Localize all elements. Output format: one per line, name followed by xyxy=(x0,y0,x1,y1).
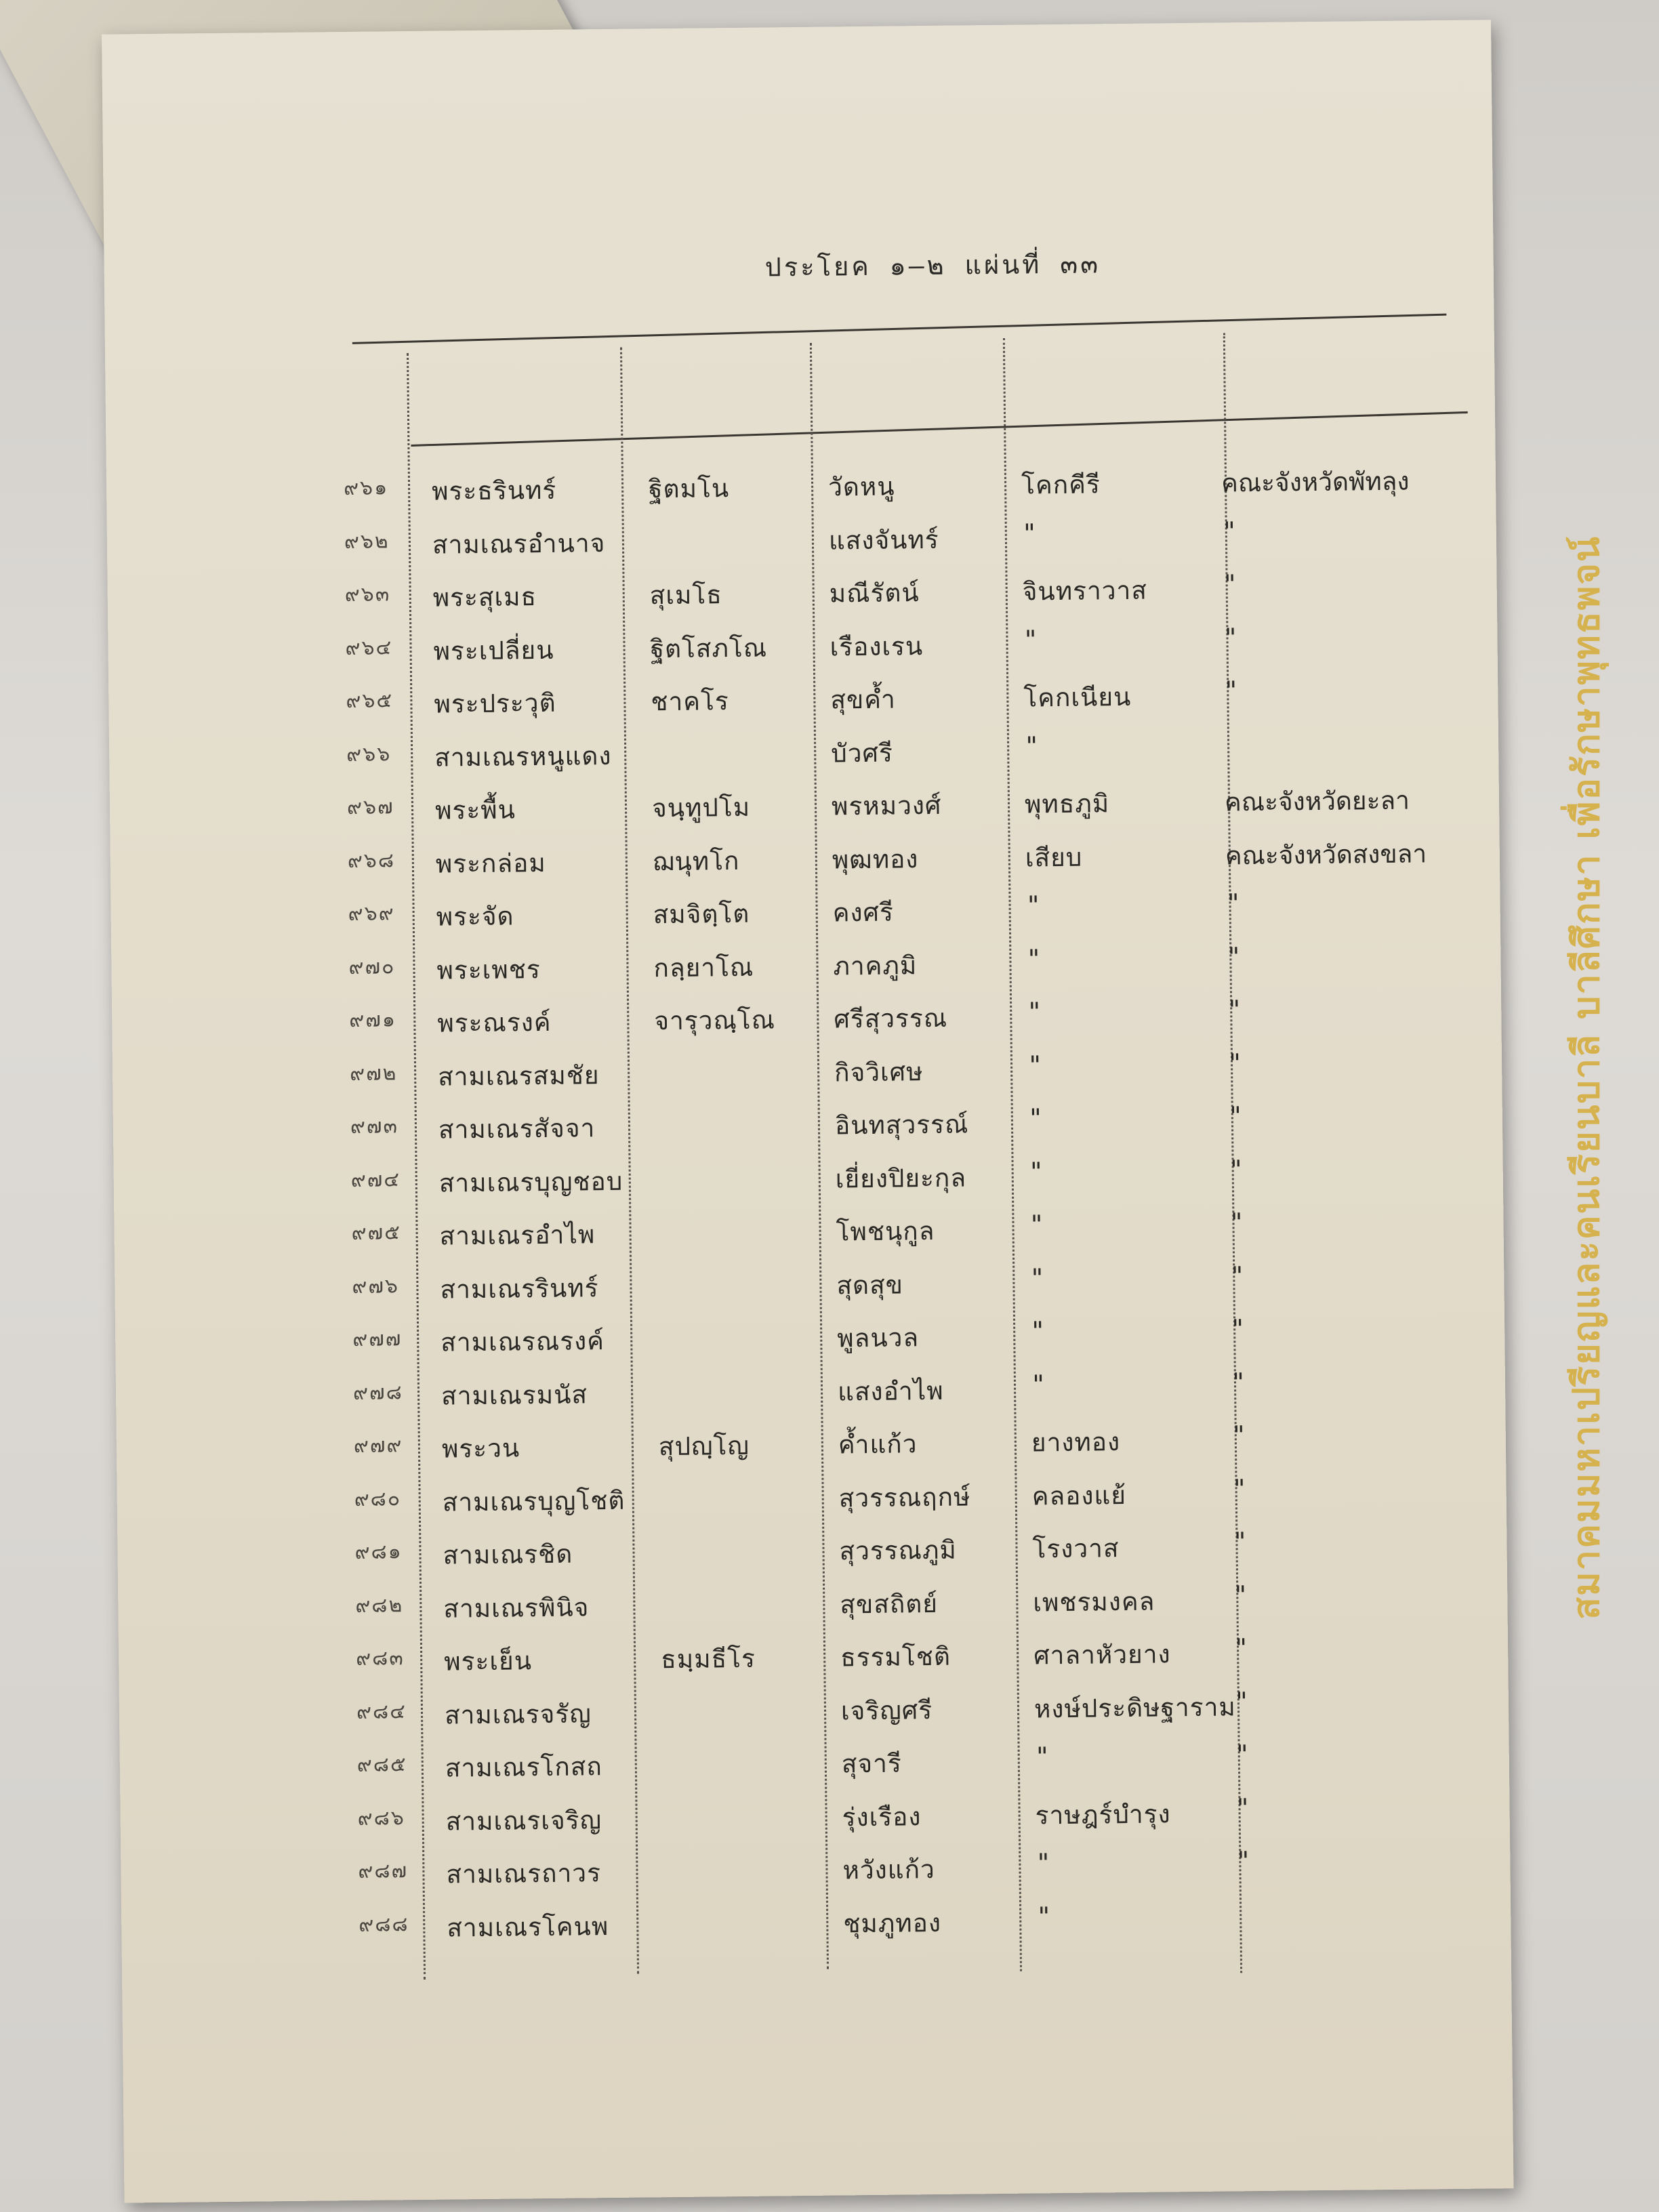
watermark-text: สมาคมมหาเปรียญและคนเรียนบาลี บาลีศึกษา เพื่อรักษาพุทธพจน์ xyxy=(1565,535,1608,1620)
cell-temple: โพชนุกูล xyxy=(836,1216,935,1247)
cell-province: " xyxy=(1225,888,1242,918)
cell-num: ๙๖๑ xyxy=(343,476,389,501)
cell-title: ฌนุทโก xyxy=(652,846,740,876)
cell-district: " xyxy=(1023,731,1040,761)
cell-district: " xyxy=(1028,1156,1045,1187)
cell-num: ๙๗๔ xyxy=(350,1167,401,1192)
cell-num: ๙๘๓ xyxy=(355,1646,405,1671)
cell-province: คณะจังหวัดพัทลุง xyxy=(1221,466,1410,498)
cell-num: ๙๗๗ xyxy=(352,1327,403,1351)
cell-name: สามเณรอำนาจ xyxy=(432,528,606,560)
cell-name: พระประวุติ xyxy=(434,688,556,719)
cell-num: ๙๗๐ xyxy=(348,954,396,979)
cell-name: พระเพชร xyxy=(436,954,541,985)
cell-temple: สุวรรณภูมิ xyxy=(839,1535,957,1566)
cell-name: พระจัด xyxy=(436,901,514,932)
cell-name: พระพื้น xyxy=(434,795,516,825)
document-sheet xyxy=(102,20,1513,2203)
cell-num: ๙๘๗ xyxy=(358,1859,409,1883)
cell-district: เสียบ xyxy=(1025,842,1083,873)
cell-province: " xyxy=(1234,1740,1250,1769)
cell-district: " xyxy=(1034,1742,1051,1771)
table-top-rule xyxy=(352,314,1447,344)
cell-province: " xyxy=(1235,1846,1251,1876)
cell-name: พระธรินทร์ xyxy=(431,475,557,506)
cell-province: " xyxy=(1229,1314,1246,1344)
cell-province: " xyxy=(1233,1686,1250,1716)
cell-province: " xyxy=(1233,1633,1249,1663)
cell-name: สามเณรสมชัย xyxy=(437,1060,600,1092)
cell-name: สามเณรพินิจ xyxy=(443,1592,590,1624)
cell-temple: พรหมวงศ์ xyxy=(831,790,942,821)
cell-province: " xyxy=(1231,1473,1248,1503)
cell-temple: ค้ำแก้ว xyxy=(838,1429,918,1460)
cell-district: " xyxy=(1029,1210,1046,1240)
cell-district: " xyxy=(1030,1369,1047,1399)
cell-temple: ชุมภูทอง xyxy=(843,1908,942,1938)
cell-district: " xyxy=(1027,997,1043,1027)
cell-name: สามเณรสัจจา xyxy=(438,1113,596,1145)
cell-num: ๙๘๐ xyxy=(354,1486,402,1511)
cell-name: สามเณรรินทร์ xyxy=(440,1273,599,1305)
cell-temple: แสงอำไพ xyxy=(837,1376,944,1406)
cell-name: สามเณรอำไพ xyxy=(439,1220,596,1251)
cell-province: " xyxy=(1227,1048,1243,1078)
cell-num: ๙๖๖ xyxy=(346,741,392,766)
cell-title: จารุวณฺโณ xyxy=(654,1005,776,1036)
cell-district: โคกคีรี xyxy=(1021,470,1101,500)
cell-temple: คงศรี xyxy=(832,897,895,928)
cell-num: ๙๖๗ xyxy=(346,795,394,820)
cell-temple: วัดหนู xyxy=(827,472,895,502)
cell-province: คณะจังหวัดยะลา xyxy=(1224,785,1410,817)
cell-province: " xyxy=(1223,676,1239,705)
cell-district: " xyxy=(1026,943,1042,974)
cell-num: ๙๖๔ xyxy=(345,635,393,660)
cell-name: พระเปลี่ยน xyxy=(433,635,554,666)
cell-province: " xyxy=(1226,995,1242,1025)
cell-temple: สุขค้ำ xyxy=(830,684,897,715)
cell-province: " xyxy=(1222,569,1238,599)
cell-num: ๙๗๕ xyxy=(351,1221,402,1245)
cell-temple: สุวรรณฤกษ์ xyxy=(838,1481,971,1513)
cell-num: ๙๖๙ xyxy=(348,901,395,926)
cell-temple: กิจวิเศษ xyxy=(834,1057,924,1087)
cell-num: ๙๖๓ xyxy=(344,582,391,607)
cell-title: สุเมโธ xyxy=(649,580,723,611)
cell-district: คลองแย้ xyxy=(1031,1480,1127,1511)
cell-num: ๙๗๒ xyxy=(349,1061,398,1086)
cell-num: ๙๗๑ xyxy=(349,1008,397,1032)
cell-name: พระเย็น xyxy=(444,1646,533,1677)
cell-province: " xyxy=(1233,1580,1248,1610)
cell-num: ๙๗๘ xyxy=(352,1380,403,1405)
page-heading: ประโยค ๑–๒ แผ่นที่ ๓๓ xyxy=(764,249,1101,283)
cell-district: " xyxy=(1025,890,1042,920)
cell-name: พระณรงค์ xyxy=(437,1007,552,1038)
cell-district: " xyxy=(1029,1263,1046,1292)
cell-name: พระกล่อม xyxy=(435,848,546,879)
cell-province: " xyxy=(1229,1208,1245,1237)
cell-province: คณะจังหวัดสงขลา xyxy=(1225,838,1427,870)
cell-name: สามเณรบุญโชติ xyxy=(442,1486,626,1517)
cell-title: ชาคโร xyxy=(651,687,730,717)
cell-num: ๙๘๒ xyxy=(355,1593,404,1618)
cell-district: พุทธภูมิ xyxy=(1024,789,1110,819)
cell-temple: ธรรมโชติ xyxy=(840,1641,951,1673)
cell-district: " xyxy=(1023,624,1039,655)
cell-district: " xyxy=(1027,1103,1044,1133)
cell-num: ๙๖๘ xyxy=(347,848,396,873)
cell-temple: พุฒทอง xyxy=(832,844,919,875)
cell-num: ๙๖๕ xyxy=(346,689,394,714)
cell-district: ราษฎร์บำรุง xyxy=(1035,1799,1171,1830)
watermark xyxy=(1552,447,1620,1708)
cell-temple: รุ่งเรือง xyxy=(842,1801,922,1832)
cell-title: สุปญฺโญ xyxy=(658,1431,750,1462)
cell-name: สามเณรหนูแดง xyxy=(434,741,612,773)
cell-num: ๙๘๑ xyxy=(354,1540,403,1564)
table-row xyxy=(359,1883,1511,1948)
cell-name: พระสุเมธ xyxy=(432,582,537,613)
cell-name: สามเณรมนัส xyxy=(441,1379,588,1411)
cell-name: สามเณรถาวร xyxy=(446,1858,602,1889)
cell-province: " xyxy=(1231,1420,1247,1450)
cell-num: ๙๘๖ xyxy=(357,1805,405,1830)
cell-num: ๙๗๙ xyxy=(353,1433,403,1458)
cell-name: สามเณรบุญชอบ xyxy=(438,1166,623,1198)
table-header-rule xyxy=(411,411,1467,447)
cell-temple: เรืองเรน xyxy=(830,631,924,662)
cell-temple: เจริญศรี xyxy=(840,1695,933,1725)
cell-district: เพชรมงคล xyxy=(1033,1586,1155,1617)
cell-title: ธมฺมธีโร xyxy=(660,1643,756,1675)
cell-num: ๙๗๓ xyxy=(350,1114,399,1139)
cell-temple: สุขสถิตย์ xyxy=(840,1589,939,1619)
cell-province: " xyxy=(1223,622,1238,652)
name-list xyxy=(344,447,1511,1948)
cell-title: ฐิตมโน xyxy=(648,474,730,504)
cell-district: ศาลาหัวยาง xyxy=(1033,1639,1171,1671)
cell-temple: สุดสุข xyxy=(836,1269,904,1300)
cell-name: สามเณรจรัญ xyxy=(444,1698,592,1730)
cell-name: สามเณรโกสถ xyxy=(445,1752,602,1783)
cell-name: พระวน xyxy=(441,1433,520,1464)
cell-district: โคกเนียน xyxy=(1023,682,1132,713)
cell-temple: อินทสุวรรณ์ xyxy=(834,1109,969,1141)
cell-temple: มณีรัตน์ xyxy=(829,578,920,609)
cell-temple: เยี่ยงปิยะกุล xyxy=(835,1162,967,1193)
cell-province: " xyxy=(1228,1154,1244,1184)
cell-district: " xyxy=(1029,1316,1046,1346)
cell-num: ๙๘๔ xyxy=(356,1699,407,1724)
cell-num: ๙๗๖ xyxy=(352,1273,400,1298)
cell-temple: หวังแก้ว xyxy=(842,1855,935,1885)
cell-name: สามเณรโคนพ xyxy=(447,1911,609,1943)
cell-province: " xyxy=(1226,941,1242,971)
cell-district: หงษ์ประดิษฐาราม xyxy=(1033,1692,1236,1723)
cell-district: โรงวาส xyxy=(1032,1534,1120,1564)
cell-province: " xyxy=(1235,1793,1251,1822)
cell-district: " xyxy=(1027,1050,1044,1080)
cell-temple: ศรีสุวรรณ xyxy=(834,1003,948,1034)
cell-title: ฐิตโสภโณ xyxy=(650,633,768,663)
cell-num: ๙๘๘ xyxy=(359,1912,409,1937)
cell-district: ยางทอง xyxy=(1031,1427,1121,1458)
cell-province: " xyxy=(1221,516,1237,546)
cell-name: สามเณรชิด xyxy=(443,1539,573,1570)
cell-num: ๙๖๒ xyxy=(344,529,390,554)
cell-district: " xyxy=(1036,1848,1052,1878)
cell-temple: สุจารี xyxy=(841,1748,902,1779)
cell-temple: พูลนวล xyxy=(837,1323,920,1353)
cell-num: ๙๘๕ xyxy=(356,1753,407,1777)
cell-temple: บัวศรี xyxy=(830,738,894,769)
cell-title: สมจิตฺโต xyxy=(653,899,750,930)
cell-name: สามเณรณรงค์ xyxy=(441,1326,605,1357)
cell-temple: ภาคภูมิ xyxy=(833,950,918,981)
cell-province: " xyxy=(1232,1527,1248,1557)
cell-title: จนฺทูปโม xyxy=(651,792,751,823)
cell-title: กลฺยาโณ xyxy=(653,952,754,983)
cell-province: " xyxy=(1230,1367,1246,1397)
cell-province: " xyxy=(1227,1101,1244,1131)
cell-temple: แสงจันทร์ xyxy=(828,525,939,556)
cell-province: " xyxy=(1229,1261,1245,1290)
cell-district: " xyxy=(1021,518,1038,548)
cell-name: สามเณรเจริญ xyxy=(445,1805,602,1837)
cell-district: จินทราวาส xyxy=(1022,575,1148,607)
cell-district: " xyxy=(1036,1901,1052,1931)
